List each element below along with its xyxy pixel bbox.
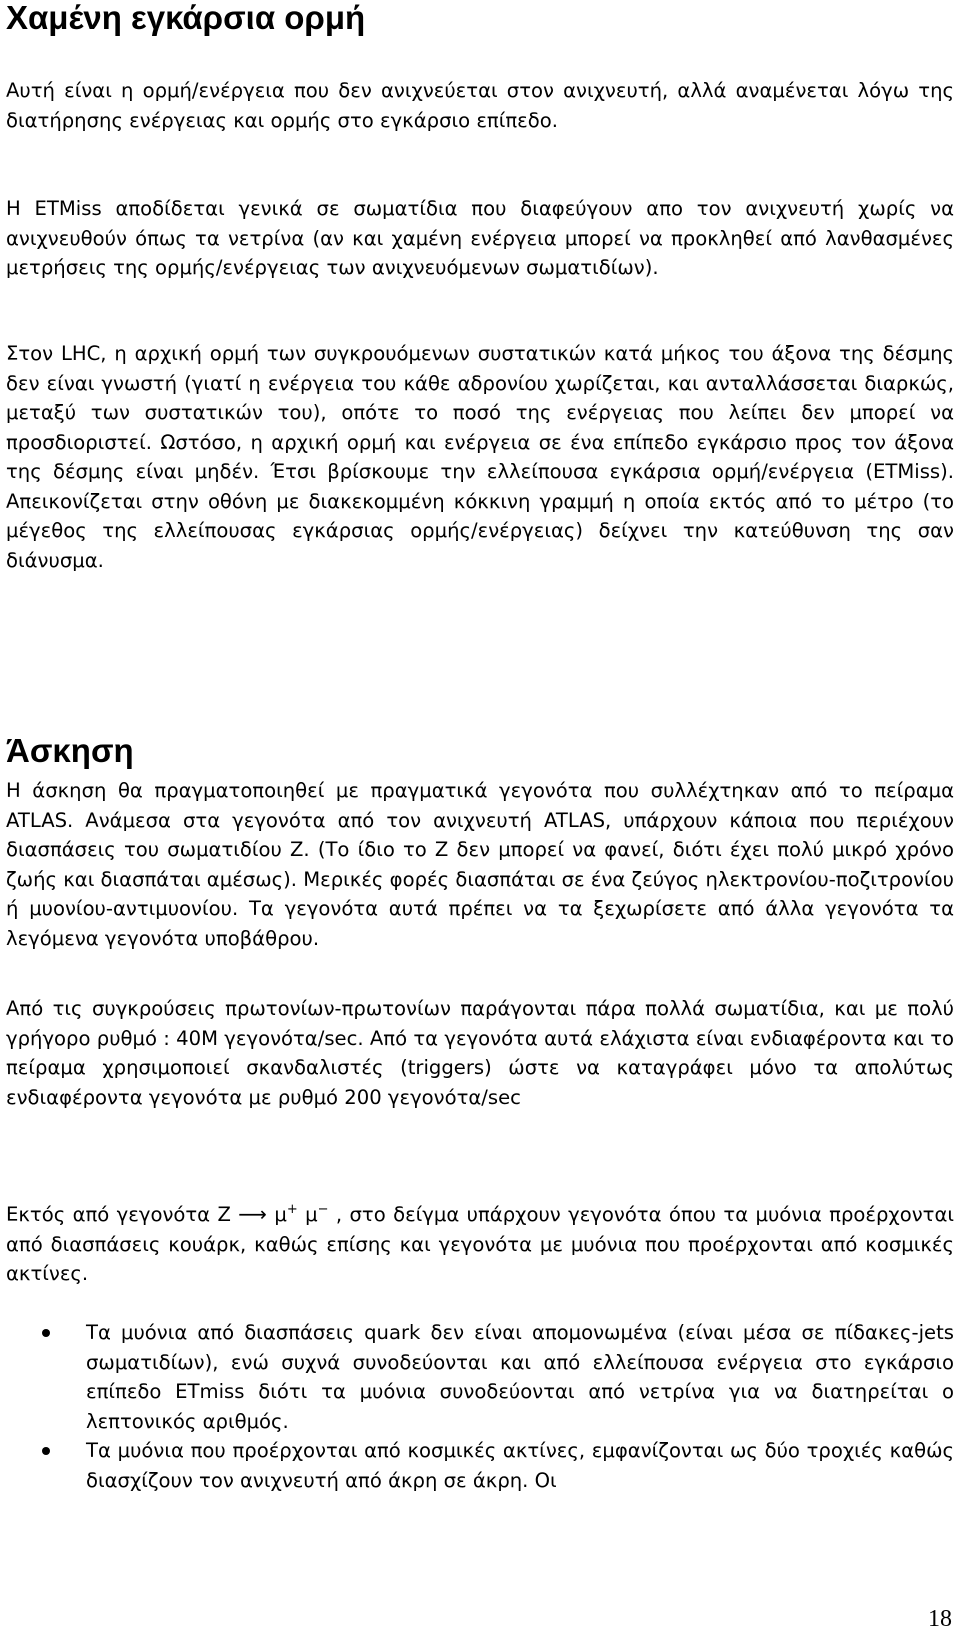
bullet-list bbox=[6, 1318, 954, 1495]
paragraph-muon-sources bbox=[6, 1200, 954, 1289]
paragraph-lhc-momentum: Στον LHC, η αρχική ορμή των συγκρουόμενων συστατικών κατά μήκος του άξονα της δέσμης δεν είναι γνωστή (γιατί η ενέργεια του κάθε αδρονίου χωρίζεται, και ανταλλάσσεται διαρκώς, μεταξύ των συστατικών του), οπότε το ποσό της ενέργειας που λείπει δεν μπορεί να προσδιοριστεί. Ωστόσο, η αρχική ορμή και ενέργεια σε ένα επίπεδο εγκάρσιο προς τον άξονα της δέσμης είναι μηδέν. Έτσι βρίσκουμε την ελλείπουσα εγκάρσια ορμή/ενέργεια (ETMiss). Απεικονίζεται στην οθόνη με διακεκομμένη κόκκινη γραμμή η οποία εκτός από το μέτρο (το μέγεθος της ελλείπουσας εγκάρσιας ορμής/ενέργειας) δείχνει την κατεύθυνση της σαν διάνυσμα. bbox=[6, 342, 954, 572]
list-item-text: Τα μυόνια που προέρχονται από κοσμικές ακτίνες, εμφανίζονται ως δύο τροχιές καθώς διασχίζουν τον ανιχνευτή από άκρη σε άκρη. Οι bbox=[86, 1439, 954, 1492]
paragraph-exercise-description: Η άσκηση θα πραγματοποιηθεί με πραγματικά γεγονότα που συλλέχτηκαν από το πείραμα ATLAS. Ανάμεσα στα γεγονότα από τον ανιχνευτή ATLAS, υπάρχουν κάποια που περιέχουν διασπάσεις του σωματιδίου Z. (Το ίδιο το Z δεν μπορεί να φανεί, διότι έχει πολύ μικρό χρόνο ζωής και διασπάται αμέσως). Μερικές φορές διασπάται σε ένα ζεύγος ηλεκτρονίου-ποζιτρονίου ή μυονίου-αντιμυονίου. Τα γεγονότα αυτά πρέπει να τα ξεχωρίσετε από άλλα γεγονότα τα λεγόμενα γεγονότα υποβάθρου. bbox=[6, 779, 954, 950]
arrow-icon: ⟶ bbox=[238, 1202, 267, 1226]
muon-symbol: μ bbox=[266, 1203, 287, 1226]
list-item bbox=[6, 1436, 954, 1495]
muon-symbol: μ bbox=[297, 1203, 318, 1226]
bullet-icon bbox=[42, 1447, 50, 1455]
section-heading-exercise: Άσκηση bbox=[6, 732, 134, 769]
text-fragment: Εκτός από γεγονότα Z bbox=[6, 1203, 239, 1226]
text-fragment: , στο δείγμα υπάρχουν γεγονότα όπου τα μυόνια προέρχονται από διασπάσεις κουάρκ, καθώς επίσης και γεγονότα με μυόνια που προέρχονται από κοσμικές ακτίνες. bbox=[6, 1203, 955, 1285]
paragraph-collision-rate: Από τις συγκρούσεις πρωτονίων-πρωτονίων παράγονται πάρα πολλά σωματίδια, και με πολύ γρήγορο ρυθμό : 40M γεγονότα/sec. Από τα γεγονότα αυτά ελάχιστα είναι ενδιαφέροντα και το πείραμα χρησιμοποιεί σκανδαλιστές (triggers) ώστε να καταγράφει μόνο τα απολύτως ενδιαφέροντα γεγονότα με ρυθμό 200 γεγονότα/sec bbox=[6, 997, 954, 1109]
charge-plus: + bbox=[286, 1202, 298, 1217]
section-heading-missing-transverse-momentum: Χαμένη εγκάρσια ορμή bbox=[6, 0, 366, 36]
charge-minus: − bbox=[317, 1202, 329, 1217]
paragraph-etmiss-origin: Η ETMiss αποδίδεται γενικά σε σωματίδια που διαφεύγουν απο τον ανιχνευτή χωρίς να ανιχνευθούν όπως τα νετρίνα (αν και χαμένη ενέργεια μπορεί να προκληθεί από λανθασμένες μετρήσεις της ορμής/ενέργειας των ανιχνευόμενων σωματιδίων). bbox=[6, 197, 954, 279]
page-number: 18 bbox=[928, 1606, 952, 1632]
list-item-text: Τα μυόνια από διασπάσεις quark δεν είναι απομονωμένα (είναι μέσα σε πίδακες-jets σωματιδίων), ενώ συχνά συνοδεύονται και από ελλείπουσα ενέργεια στο εγκάρσιο επίπεδο ETmiss διότι τα μυόνια συνοδεύονται από νετρίνα για να διατηρείται ο λεπτονικός αριθμός. bbox=[86, 1321, 954, 1433]
list-item bbox=[6, 1318, 954, 1436]
bullet-icon bbox=[42, 1329, 50, 1337]
paragraph-intro: Αυτή είναι η ορμή/ενέργεια που δεν ανιχνεύεται στον ανιχνευτή, αλλά αναμένεται λόγω της διατήρησης ενέργειας και ορμής στο εγκάρσιο επίπεδο. bbox=[6, 79, 954, 132]
